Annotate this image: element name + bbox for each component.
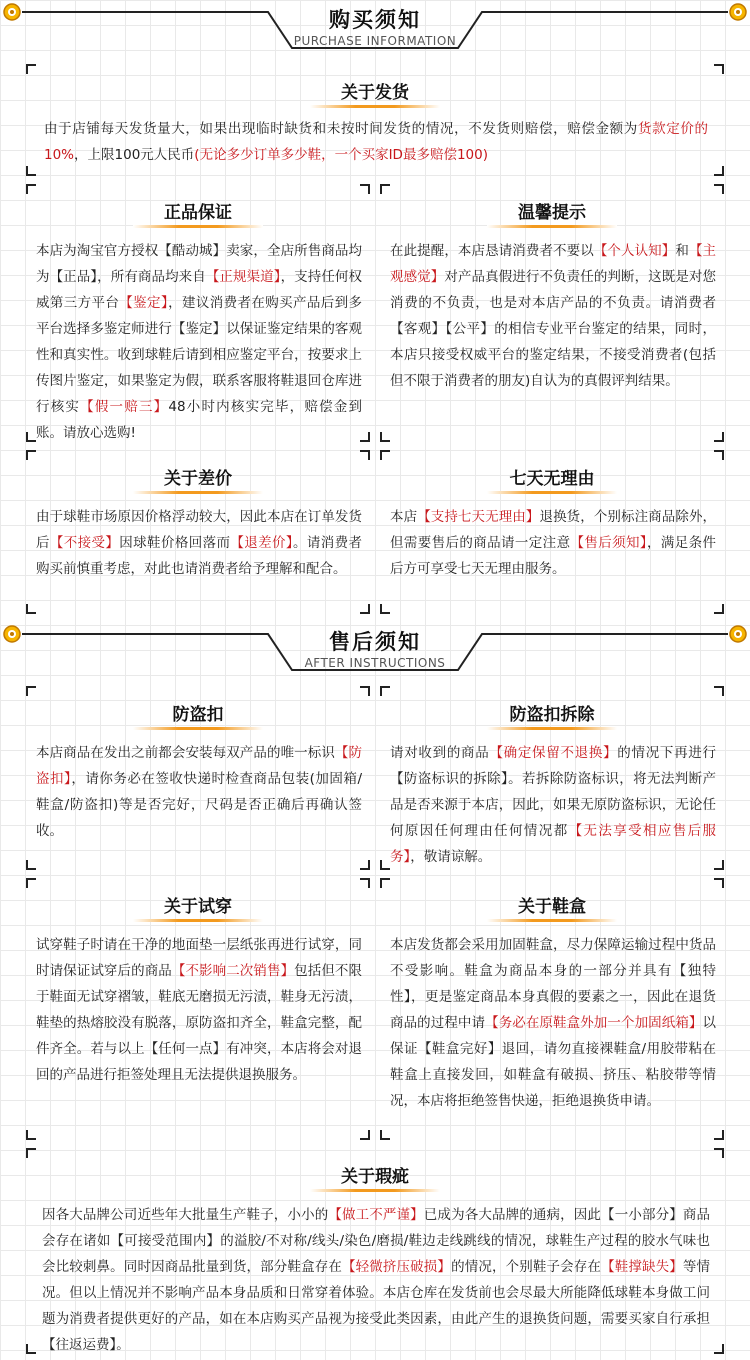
body-text: 本店: [390, 509, 418, 525]
price-diff-section: [26, 450, 370, 614]
highlight-text: 【不接受】: [49, 535, 120, 551]
title-underline: [310, 1189, 440, 1192]
highlight-text: 【鞋撑缺失】: [601, 1259, 683, 1275]
defects-section: [26, 1148, 724, 1354]
title-underline: [133, 919, 263, 922]
highlight-text: 【主观感觉】: [390, 243, 717, 285]
body-text: 由于店铺每天发货量大，如果出现临时缺货和未按时间发货的情况，不发货则赔偿，赔偿金额为: [44, 121, 638, 137]
highlight-text: 【鉴定】: [119, 295, 169, 311]
section-title: 正品保证: [164, 203, 232, 223]
purchase-subtitle: PURCHASE INFORMATION: [293, 34, 457, 48]
title-underline: [487, 919, 617, 922]
section-body: [36, 504, 362, 582]
after-title: 售后须知: [329, 630, 421, 654]
highlight-text: 【确定保留不退换】: [489, 745, 618, 761]
highlight-text: 【支持七天无理由】: [417, 509, 540, 525]
highlight-text: 【防盗扣】: [36, 745, 363, 787]
highlight-text: 【不影响二次销售】: [171, 963, 295, 979]
highlight-text: 【做工不严谨】: [328, 1207, 424, 1223]
authentic-section: [26, 184, 370, 442]
anti-theft-removal-section: [380, 686, 724, 870]
highlight-text: 【售后须知】: [570, 535, 647, 551]
title-underline: [133, 727, 263, 730]
section-title: 防盗扣拆除: [509, 705, 595, 725]
body-text: 的情况下再进行【防盗标识的拆除】。若拆除防盗标识，将无法判断产品是否来源于本店，因此，如果无原防盗标识，无论任何原因任何理由任何情况都: [390, 745, 717, 839]
title-underline: [133, 225, 263, 228]
body-text: 本店为淘宝官方授权【酷动城】卖家，全店所售商品均为【正品】，所有商品均来自: [36, 243, 362, 285]
title-underline: [133, 491, 263, 494]
highlight-text: 【务必在原鞋盒外加一个加固纸箱】: [485, 1015, 703, 1031]
section-body: [44, 116, 708, 168]
section-title: 防盗扣: [172, 705, 224, 725]
body-text: 以保证【鞋盒完好】退回，请勿直接裸鞋盒/用胶带粘在鞋盒上直接发回，如鞋盒有破损、挤压、粘胶带等情况，本店将拒绝签售快递，拒绝退换货申请。: [390, 1015, 717, 1109]
title-underline: [310, 105, 440, 108]
title-underline: [487, 225, 617, 228]
body-text: 。请消费者购买前慎重考虑，对此也请消费者给予理解和配合。: [36, 535, 363, 577]
purchase-title: 购买须知: [329, 8, 421, 32]
body-text: 退换货，个别标注商品除外，但需要售后的商品请一定注意: [390, 509, 717, 551]
title-underline: [487, 491, 617, 494]
section-body: [36, 740, 362, 844]
body-text: 因球鞋价格回落而: [119, 535, 231, 551]
highlight-text: 货款定价的10%: [44, 121, 709, 163]
title-underline: [487, 727, 617, 730]
body-text: 对产品真假进行不负责任的判断，这既是对您消费的不负责，也是对本店产品的不负责。请消费者【客观】【公平】的相信专业平台鉴定的结果，同时，本店只接受权威平台的鉴定结果，不接受消费者(包括但不限于消费者的朋友)自认为的真假评判结果。: [390, 269, 717, 389]
section-body: [390, 740, 716, 870]
highlight-text: 【无法享受相应售后服务】: [390, 823, 717, 865]
body-text: ，满足条件后方可享受七天无理由服务。: [390, 535, 717, 577]
body-text: 包括但不限于鞋面无试穿褶皱，鞋底无磨损无污渍，鞋身无污渍，鞋垫的热熔胶没有脱落，原防盗扣齐全，鞋盒完整，配件齐全。若与以上【任何一点】有冲突，本店将会对退回的产品进行拒签处理且无法提供退换服务。: [36, 963, 363, 1083]
highlight-text: 【假一赔三】: [80, 399, 169, 415]
section-body: [36, 932, 362, 1088]
section-body: [36, 238, 362, 446]
body-text: 本店发货都会采用加固鞋盒，尽力保障运输过程中货品不受影响。鞋盒为商品本身的一部分并具有【独特性】，更是鉴定商品本身真假的要素之一，因此在退货商品的过程中请: [390, 937, 716, 1031]
body-text: ，上限100元人民币: [74, 147, 195, 163]
body-text: 请对收到的商品: [390, 745, 490, 761]
section-title: 温馨提示: [518, 203, 586, 223]
body-text: 48小时内核实完毕，赔偿金到账。请放心选购!: [36, 399, 363, 441]
body-text: ，请你务必在签收快递时检查商品包装(加固箱/鞋盒/防盗扣)等是否完好，尺码是否正确后再确认签收。: [36, 771, 362, 839]
body-text: 试穿鞋子时请在干净的地面垫一层纸张再进行试穿，同时请保证试穿后的商品: [36, 937, 362, 979]
purchase-header: [0, 0, 750, 62]
seven-day-section: [380, 450, 724, 614]
highlight-text: 【轻微挤压破损】: [341, 1259, 452, 1275]
shoebox-section: [380, 878, 724, 1140]
body-text: ，建议消费者在购买产品后到多平台选择多鉴定师进行【鉴定】以保证鉴定结果的客观性和真实性。收到球鞋后请到相应鉴定平台，按要求上传图片鉴定，如果鉴定为假，联系客服将鞋退回仓库进行核实: [36, 295, 363, 415]
section-body: [42, 1202, 710, 1358]
body-text: 由于球鞋市场原因价格浮动较大，因此本店在订单发货后: [36, 509, 362, 551]
body-text: 等情况。但以上情况并不影响产品本身品质和日常穿着体验。本店仓库在发货前也会尽最大所能降低球鞋本身做工问题为消费者提供更好的产品，如在本店购买产品视为接受此类因素，由此产生的退换货问题，需要买家自行承担【往返运费】。: [42, 1259, 711, 1353]
anti-theft-section: [26, 686, 370, 870]
body-text: 因各大品牌公司近些年大批量生产鞋子，小小的: [42, 1207, 329, 1223]
section-title: 关于鞋盒: [518, 897, 586, 917]
highlight-text: 【正规渠道】: [205, 269, 281, 285]
highlight-text: 【退差价】: [230, 535, 293, 551]
highlight-text: 【个人认知】: [593, 243, 676, 259]
try-on-section: [26, 878, 370, 1140]
body-text: ，敬请谅解。: [410, 849, 492, 865]
after-header: [0, 622, 750, 684]
body-text: 和: [675, 243, 689, 259]
body-text: 已成为各大品牌的通病，因此【一小部分】商品会存在诸如【可接受范围内】的溢胶/不对称/线头/染色/磨损/鞋边走线跳线的情况，球鞋生产过程的胶水气味也会比较刺鼻。同时因商品批量到货，部分鞋盒存在: [42, 1207, 711, 1275]
section-body: [390, 238, 716, 394]
reminder-section: [380, 184, 724, 442]
body-text: 在此提醒，本店恳请消费者不要以: [390, 243, 594, 259]
body-text: 本店商品在发出之前都会安装每双产品的唯一标识: [36, 745, 335, 761]
section-body: [390, 932, 716, 1114]
body-text: ，支持任何权威第三方平台: [36, 269, 363, 311]
section-title: 关于发货: [341, 83, 409, 103]
section-body: [390, 504, 716, 582]
after-subtitle: AFTER INSTRUCTIONS: [304, 656, 446, 670]
section-title: 七天无理由: [509, 469, 595, 489]
highlight-text: (无论多少订单多少鞋，一个买家ID最多赔偿100): [194, 147, 488, 163]
section-title: 关于差价: [164, 469, 232, 489]
section-title: 关于瑕疵: [341, 1167, 409, 1187]
body-text: 的情况，个别鞋子会存在: [451, 1259, 602, 1275]
section-title: 关于试穿: [164, 897, 232, 917]
shipping-section: [26, 64, 724, 176]
